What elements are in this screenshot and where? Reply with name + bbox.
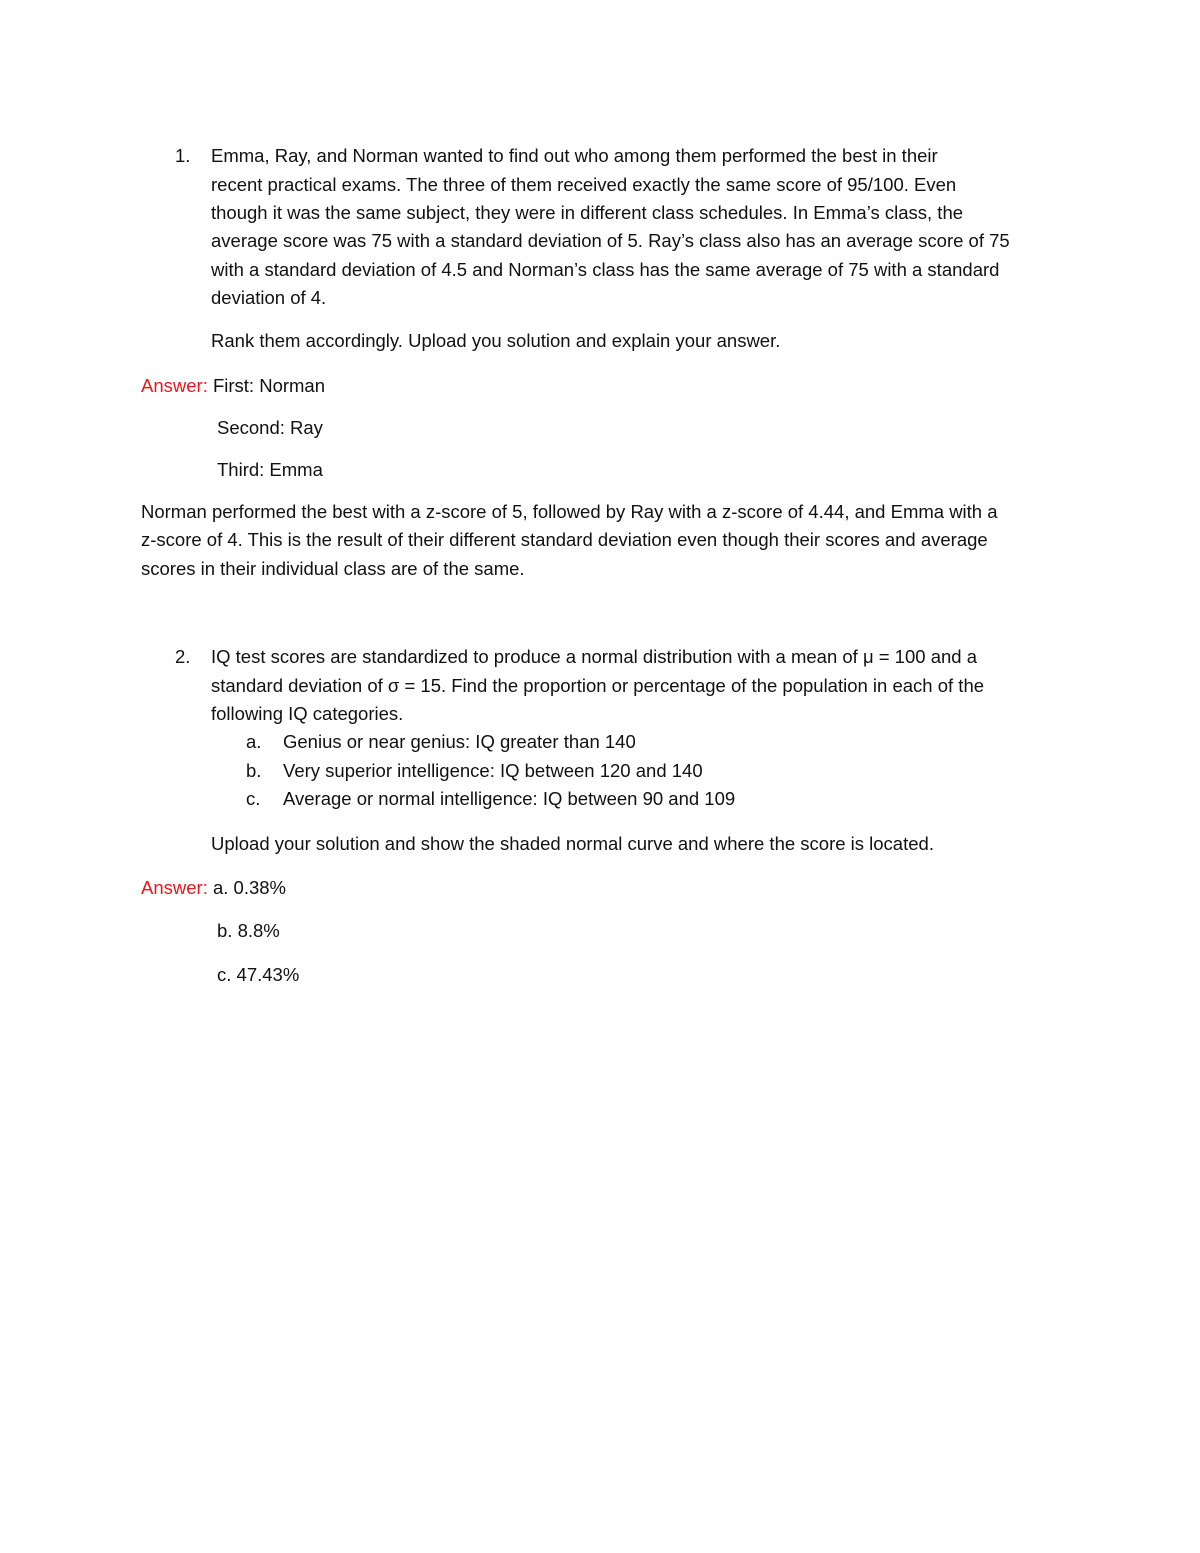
answer-1-first: First: Norman	[212, 375, 326, 396]
question-2-item-b-marker: b.	[246, 760, 262, 781]
question-1-line-6: deviation of 4.	[211, 287, 327, 308]
answer-1-second: Second: Ray	[217, 417, 323, 438]
answer-1-explanation-line-2: z-score of 4. This is the result of their different standard deviation even though their scores and average	[141, 529, 988, 550]
answer-1-explanation-line-1: Norman performed the best with a z-score of 5, followed by Ray with a z-score of 4.44, and Emma with a	[141, 501, 998, 522]
question-1-line-5: with a standard deviation of 4.5 and Norman’s class has the same average of 75 with a standard	[211, 259, 1000, 280]
question-1-line-2: recent practical exams. The three of them received exactly the same score of 95/100. Even	[211, 174, 957, 195]
answer-1-label: Answer:	[141, 375, 208, 396]
question-2-item-a-marker: a.	[246, 731, 262, 752]
question-2-line-2: standard deviation of σ = 15. Find the proportion or percentage of the population in each of the	[211, 675, 985, 696]
answer-1-first-row	[141, 372, 325, 401]
question-2-item-a-text: Genius or near genius: IQ greater than 140	[283, 731, 636, 752]
question-2-number: 2.	[175, 646, 191, 667]
question-2-line-3: following IQ categories.	[211, 703, 404, 724]
question-1-number: 1.	[175, 145, 191, 166]
answer-2-first-row	[141, 874, 286, 903]
question-2-instruction: Upload your solution and show the shaded normal curve and where the score is located.	[211, 833, 934, 854]
question-2-line-1: IQ test scores are standardized to produce a normal distribution with a mean of μ = 100 and a	[211, 646, 977, 667]
question-1-line-4: average score was 75 with a standard deviation of 5. Ray’s class also has an average score of 75	[211, 230, 1010, 251]
answer-2-c: c. 47.43%	[217, 964, 300, 985]
answer-1-explanation-line-3: scores in their individual class are of the same.	[141, 558, 525, 579]
answer-2-b: b. 8.8%	[217, 920, 280, 941]
question-1-line-3: though it was the same subject, they were in different class schedules. In Emma’s class, the	[211, 202, 964, 223]
question-2-item-c-marker: c.	[246, 788, 261, 809]
answer-1-third: Third: Emma	[217, 459, 323, 480]
question-1-instruction: Rank them accordingly. Upload you solution and explain your answer.	[211, 330, 781, 351]
question-1-line-1: Emma, Ray, and Norman wanted to find out who among them performed the best in their	[211, 145, 938, 166]
question-2-item-c-text: Average or normal intelligence: IQ between 90 and 109	[283, 788, 736, 809]
question-2-item-b-text: Very superior intelligence: IQ between 120 and 140	[283, 760, 703, 781]
answer-2-label: Answer:	[141, 877, 208, 898]
answer-2-a: a. 0.38%	[212, 877, 286, 898]
